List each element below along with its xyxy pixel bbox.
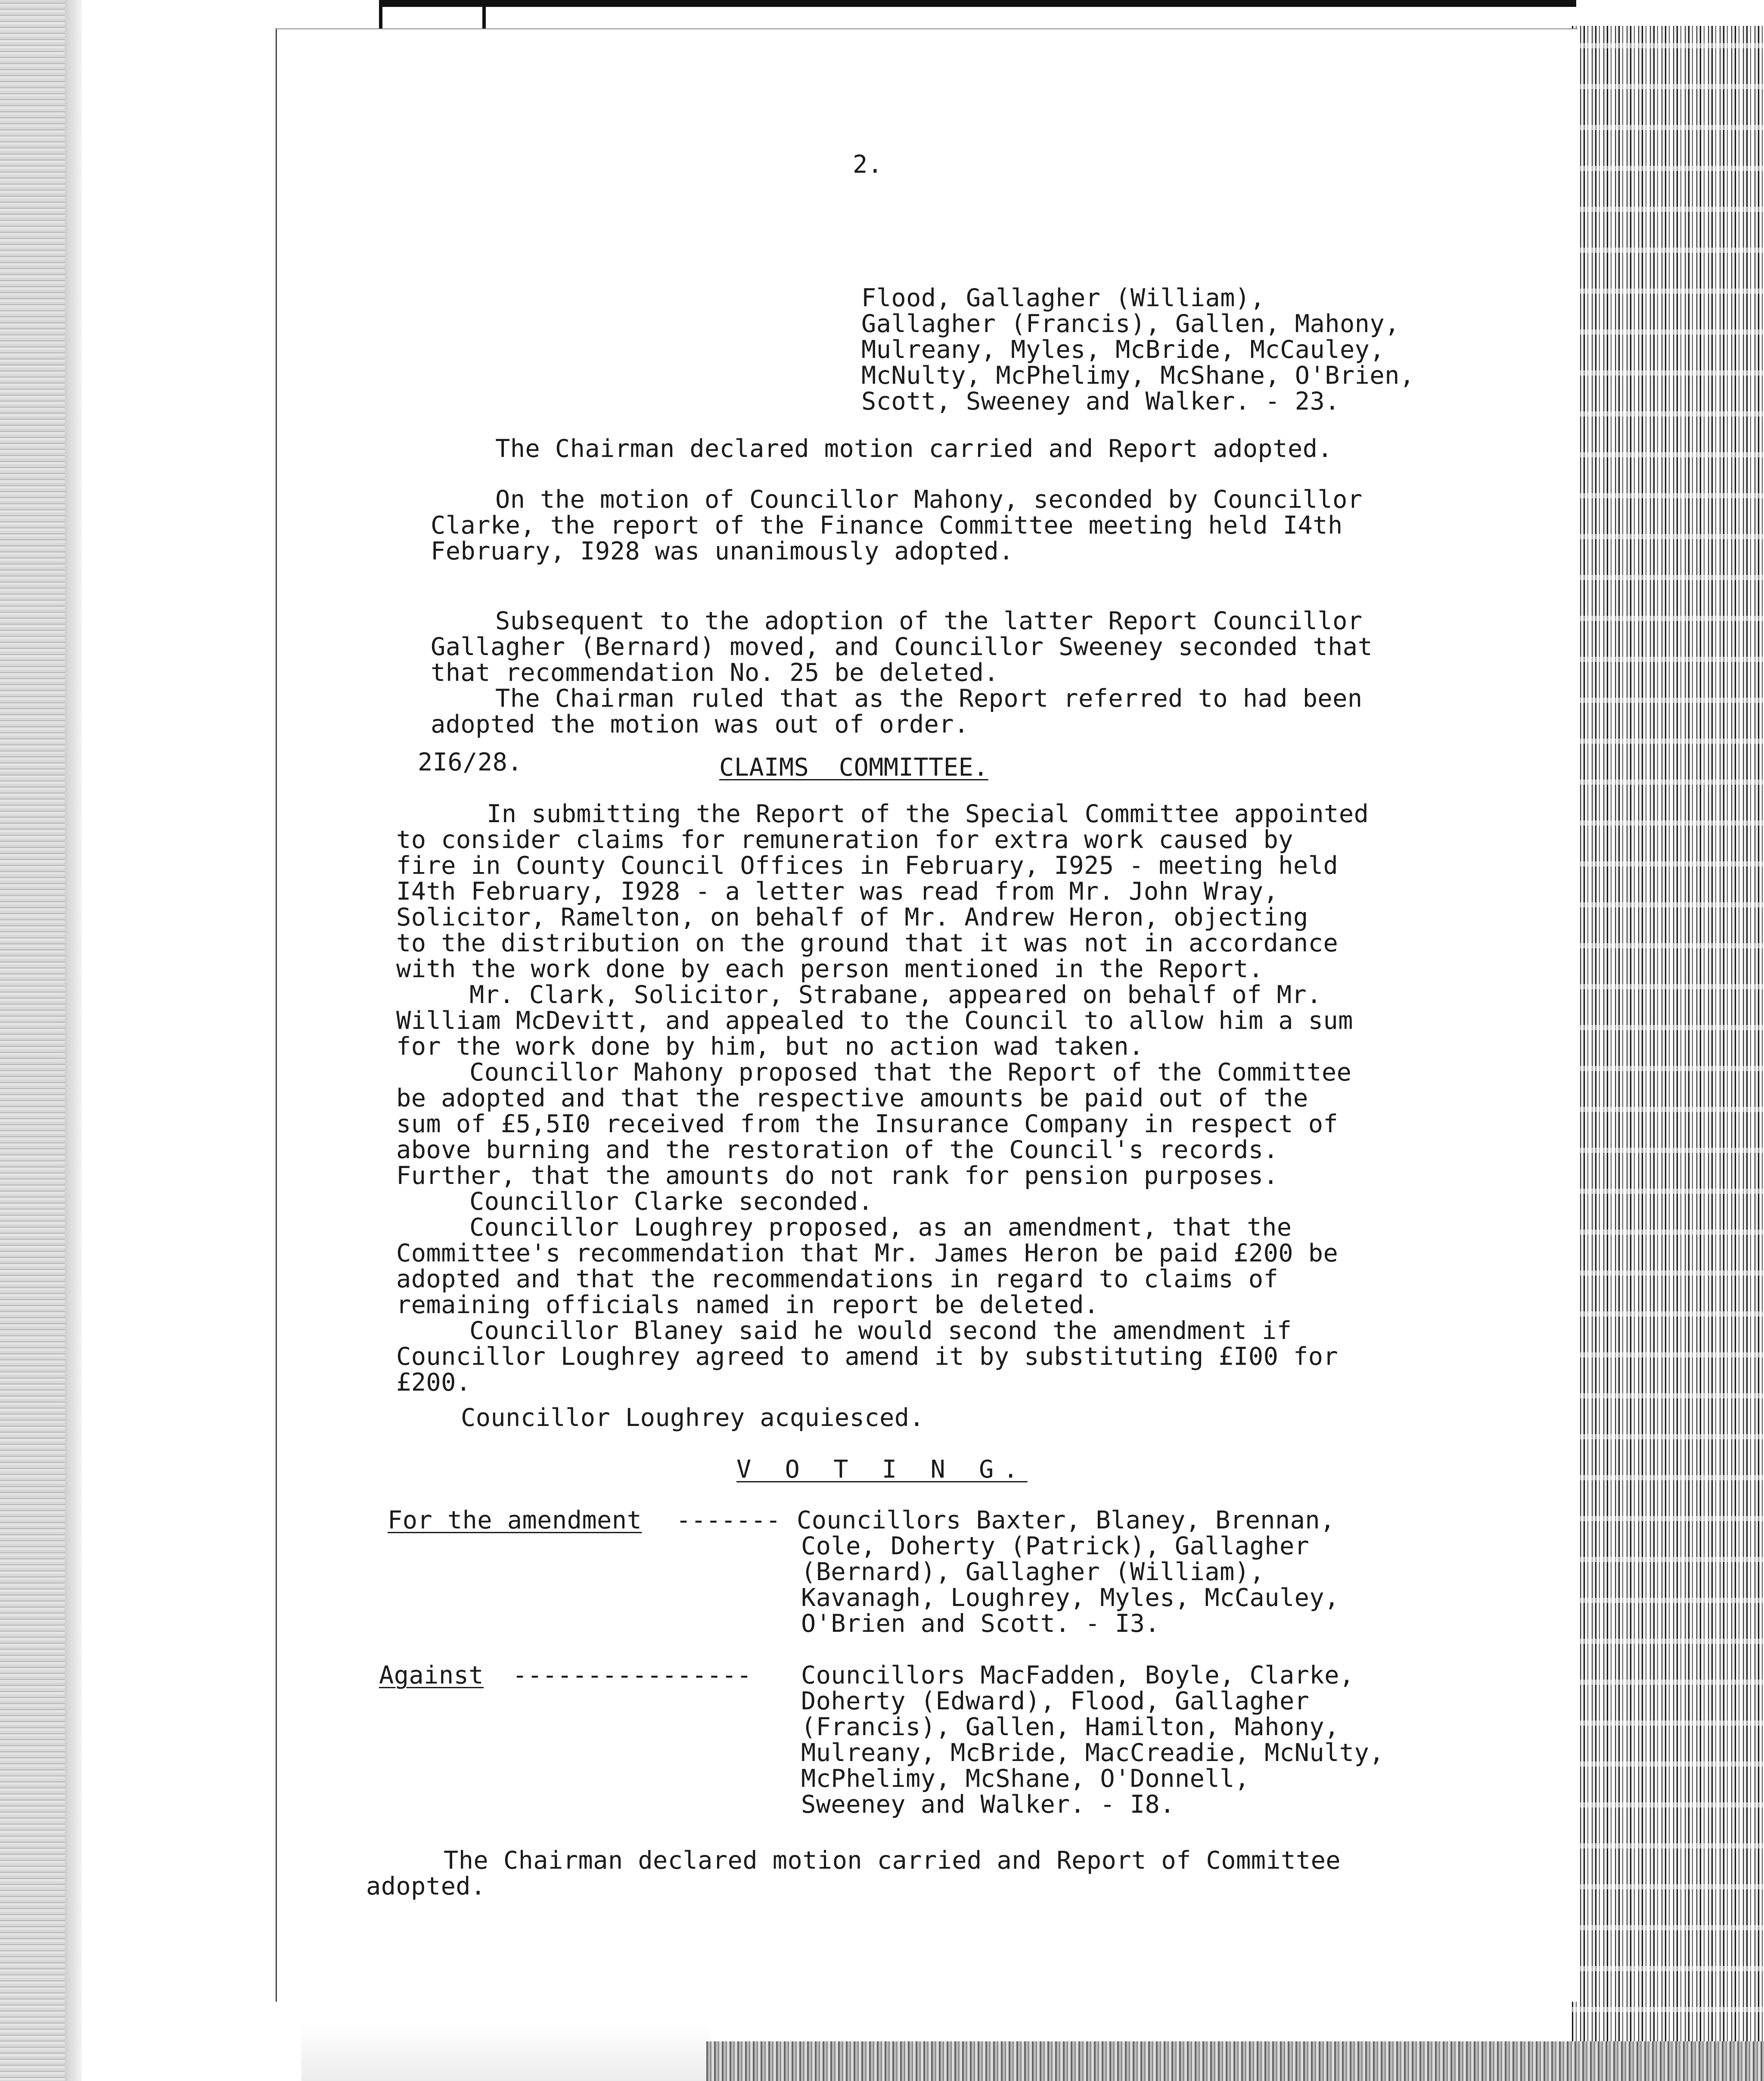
paragraph-line: Clarke, the report of the Finance Committee meeting held I4th (431, 511, 1343, 540)
vote-name-line: (Bernard), Gallagher (William), (801, 1558, 1265, 1586)
paragraph-line: William McDevitt, and appealed to the Council to allow him a sum (396, 1006, 1353, 1035)
scanner-margin-left (0, 0, 65, 2081)
paragraph-line: Councillor Mahony proposed that the Report of the Committee (469, 1058, 1352, 1087)
paragraph-line: for the work done by him, but no action wad taken. (396, 1032, 1144, 1061)
vote-list-line: Mulreany, Myles, McBride, McCauley, (861, 335, 1385, 364)
binding-tick (482, 0, 486, 30)
paragraph-line: Subsequent to the adoption of the latter Report Councillor (495, 607, 1363, 635)
vote-list-line: Scott, Sweeney and Walker. - 23. (861, 387, 1340, 416)
page-number: 2. (853, 150, 883, 179)
paragraph-line: Gallagher (Bernard) moved, and Councillor Sweeney seconded that (431, 633, 1373, 661)
paragraph-line: to the distribution on the ground that it was not in accordance (396, 929, 1339, 957)
paragraph-line: Councillor Loughrey agreed to amend it by substituting £I00 for (396, 1342, 1339, 1371)
chairman-declaration: adopted. (366, 1872, 486, 1901)
chairman-declaration: The Chairman declared motion carried and Report adopted. (495, 435, 1333, 463)
paragraph-line: with the work done by each person mentioned in the Report. (396, 955, 1264, 983)
vote-name-line: Mulreany, McBride, MacCreadie, McNulty, (801, 1739, 1384, 1767)
vote-name-line: Sweeney and Walker. - I8. (801, 1790, 1175, 1819)
vote-name-line: Cole, Doherty (Patrick), Gallagher (801, 1532, 1310, 1560)
binding-tick (379, 0, 382, 30)
paragraph-line: that recommendation No. 25 be deleted. (431, 658, 999, 687)
paragraph-line: Further, that the amounts do not rank for pension purposes. (396, 1162, 1279, 1190)
vote-for-label: For the amendment (388, 1506, 642, 1534)
page-bottom-shadow (301, 2024, 711, 2081)
paragraph-line: I4th February, I928 - a letter was read from Mr. John Wray, (396, 877, 1279, 906)
vote-name-line: Kavanagh, Loughrey, Myles, McCauley, (801, 1584, 1339, 1612)
book-bottom-edge (706, 2041, 1764, 2081)
binding-strip-top (379, 0, 1576, 7)
vote-name-line: Doherty (Edward), Flood, Gallagher (801, 1687, 1310, 1715)
paragraph-line: Councillor Loughrey proposed, as an amendment, that the (469, 1213, 1292, 1242)
paragraph-line: Councillor Blaney said he would second the amendment if (469, 1317, 1292, 1345)
paragraph-line: be adopted and that the respective amounts be paid out of the (396, 1084, 1308, 1112)
paragraph-line: fire in County Council Offices in February, I925 - meeting held (396, 851, 1339, 880)
vote-name-line: (Francis), Gallen, Hamilton, Mahony, (801, 1713, 1339, 1741)
paragraph-line: In submitting the Report of the Special Committee appointed (487, 800, 1369, 828)
paragraph-line: to consider claims for remuneration for extra work caused by (396, 826, 1294, 854)
vote-name-line: O'Brien and Scott. - I3. (801, 1609, 1160, 1638)
paragraph-line: remaining officials named in report be deleted. (396, 1291, 1099, 1319)
vote-dashes: ---------------- (512, 1661, 752, 1690)
vote-against-label: Against (379, 1661, 484, 1690)
paragraph-line: Mr. Clark, Solicitor, Strabane, appeared on behalf of Mr. (469, 981, 1322, 1009)
paragraph-line: Councillor Clarke seconded. (469, 1187, 873, 1216)
chairman-declaration: The Chairman declared motion carried and Report of Committee (444, 1846, 1341, 1875)
minute-number: 2I6/28. (418, 748, 523, 776)
paragraph-line: adopted and that the recommendations in regard to claims of (396, 1265, 1279, 1293)
paragraph-line: Committee's recommendation that Mr. James Heron be paid £200 be (396, 1239, 1339, 1267)
voting-heading: V O T I N G. (736, 1455, 1028, 1484)
paragraph-line: Councillor Loughrey acquiesced. (461, 1404, 925, 1432)
book-page-edges-shading (1572, 26, 1764, 2050)
vote-list-line: Flood, Gallagher (William), (861, 284, 1265, 312)
vote-name-line: Councillors Baxter, Blaney, Brennan, (797, 1506, 1335, 1534)
paragraph-line: adopted the motion was out of order. (431, 710, 969, 739)
scanner-margin-edge (65, 0, 82, 2081)
paragraph-line: Solicitor, Ramelton, on behalf of Mr. Andrew Heron, objecting (396, 903, 1308, 932)
paragraph-line: The Chairman ruled that as the Report referred to had been (495, 684, 1363, 713)
section-title: CLAIMS COMMITTEE. (719, 753, 988, 782)
paragraph-line: above burning and the restoration of the Council's records. (396, 1136, 1279, 1164)
paragraph-line: On the motion of Councillor Mahony, seconded by Councillor (495, 485, 1363, 514)
vote-list-line: Gallagher (Francis), Gallen, Mahony, (861, 310, 1400, 338)
vote-name-line: Councillors MacFadden, Boyle, Clarke, (801, 1661, 1354, 1690)
paragraph-line: £200. (396, 1368, 471, 1397)
paragraph-line: sum of £5,5I0 received from the Insurance Company in respect of (396, 1110, 1339, 1138)
vote-name-line: McPhelimy, McShane, O'Donnell, (801, 1764, 1250, 1793)
paragraph-line: February, I928 was unanimously adopted. (431, 537, 1014, 565)
vote-list-line: McNulty, McPhelimy, McShane, O'Brien, (861, 361, 1415, 390)
vote-dashes: ------- (676, 1506, 781, 1534)
